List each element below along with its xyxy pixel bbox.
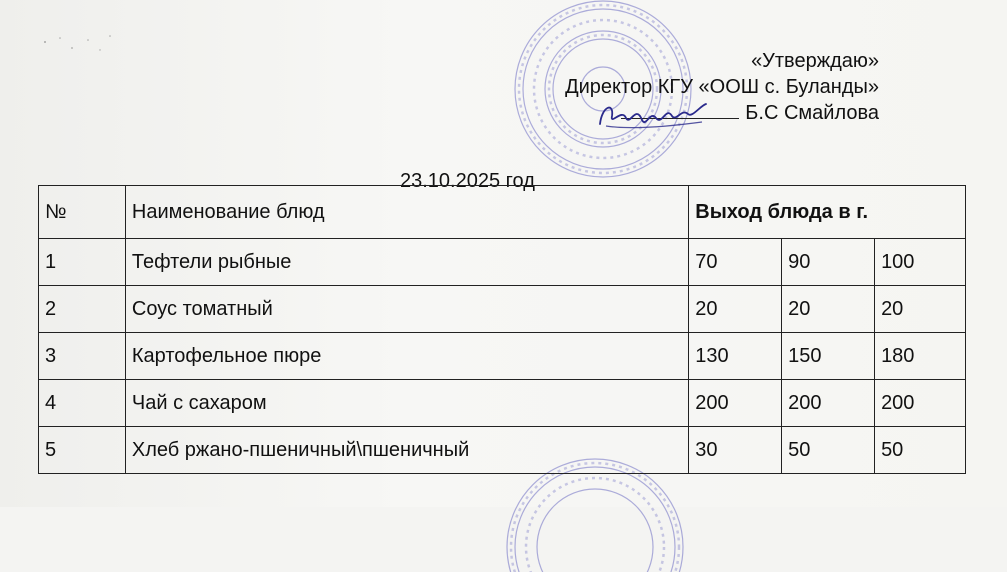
output-value-1: 30 [689, 427, 782, 474]
table-row [39, 286, 966, 333]
output-value-2: 90 [782, 239, 875, 286]
table-row [39, 239, 966, 286]
dish-name: Соус томатный [125, 286, 688, 333]
output-value-3: 100 [875, 239, 966, 286]
output-value-2: 50 [782, 427, 875, 474]
director-name: Б.С Смайлова [745, 102, 879, 124]
output-value-1: 20 [689, 286, 782, 333]
table-row [39, 333, 966, 380]
row-number: 4 [39, 380, 126, 427]
dish-name: Картофельное пюре [125, 333, 688, 380]
output-value-2: 200 [782, 380, 875, 427]
table-header-row [39, 186, 966, 239]
output-value-2: 20 [782, 286, 875, 333]
output-value-3: 200 [875, 380, 966, 427]
row-number: 2 [39, 286, 126, 333]
row-number: 5 [39, 427, 126, 474]
output-value-3: 50 [875, 427, 966, 474]
table-row [39, 427, 966, 474]
menu-table [38, 185, 966, 474]
header-output: Выход блюда в г. [689, 186, 966, 239]
table-row [39, 380, 966, 427]
row-number: 3 [39, 333, 126, 380]
output-value-3: 180 [875, 333, 966, 380]
scan-specks [40, 30, 120, 60]
header-dish-name: Наименование блюд [125, 186, 688, 239]
dish-name: Чай с сахаром [125, 380, 688, 427]
handwritten-signature [592, 96, 712, 136]
row-number: 1 [39, 239, 126, 286]
dish-name: Тефтели рыбные [125, 239, 688, 286]
director-title: Директор КГУ «ООШ с. Буланды» [565, 76, 879, 98]
output-value-1: 130 [689, 333, 782, 380]
dish-name: Хлеб ржано-пшеничный\пшеничный [125, 427, 688, 474]
approval-title: «Утверждаю» [751, 50, 879, 72]
output-value-2: 150 [782, 333, 875, 380]
output-value-3: 20 [875, 286, 966, 333]
output-value-1: 70 [689, 239, 782, 286]
output-value-1: 200 [689, 380, 782, 427]
header-number: № [39, 186, 126, 239]
document-date: 23.10.2025 год [400, 170, 535, 192]
